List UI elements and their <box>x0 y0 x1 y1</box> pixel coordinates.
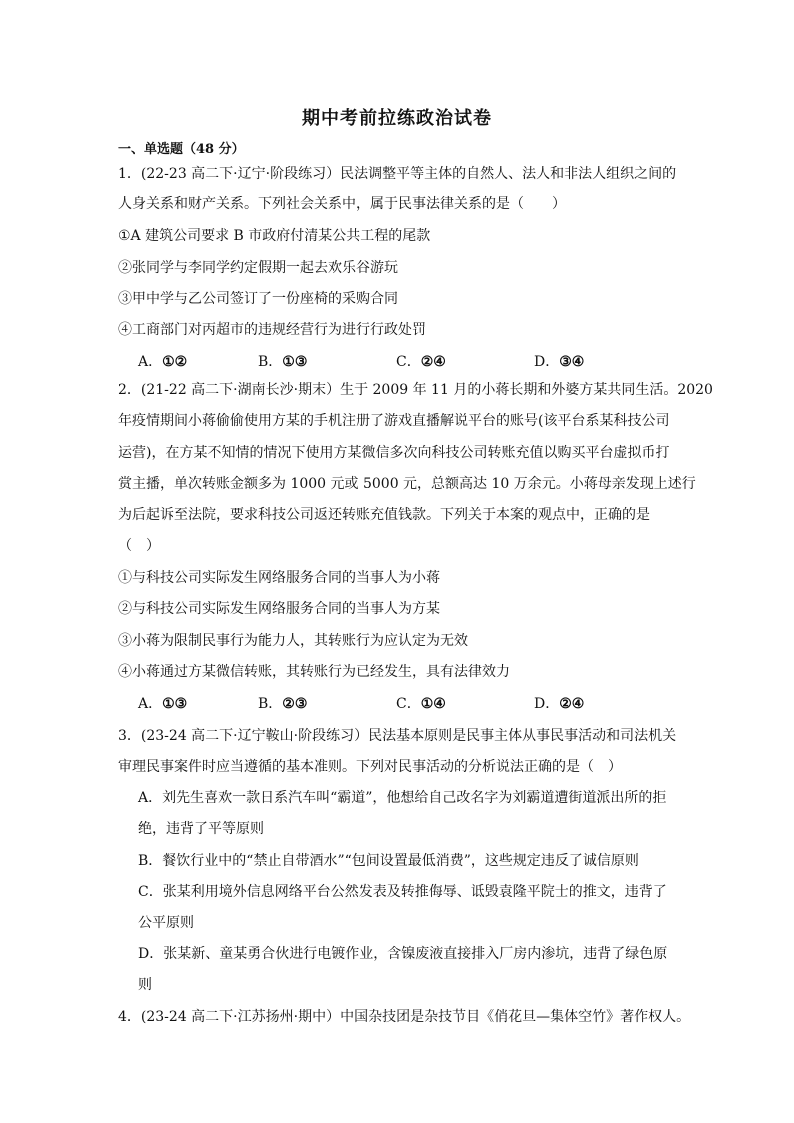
question-2-options <box>138 694 658 714</box>
question-2-line-2: 年疫情期间小蒋偷偷使用方某的手机注册了游戏直播解说平台的账号(该平台系某科技公司 <box>118 413 670 429</box>
section-heading: 一、单选题（48 分） <box>118 142 245 157</box>
question-3-option-d-line-1: D．张某新、童某勇合伙进行电镀作业，含镍废液直接排入厂房内渗坑，违背了绿色原 <box>138 946 668 962</box>
page-title: 期中考前拉练政治试卷 <box>302 108 492 129</box>
question-4-line-1: 4．(23-24 高二下·江苏扬州·期中）中国杂技团是杂技节目《俏花旦—集体空竹》著作权人。 <box>118 1009 691 1025</box>
question-3-option-c-line-2: 公平原则 <box>138 915 194 931</box>
question-2-option-a: A．①③ <box>138 696 188 712</box>
question-3-line-1: 3．(23-24 高二下·辽宁鞍山·阶段练习）民法基本原则是民事主体从事民事活动和司法机关 <box>118 728 677 744</box>
question-2-item-4: ④小蒋通过方某微信转账，其转账行为已经发生，具有法律效力 <box>118 664 510 680</box>
question-2-option-c: C．①④ <box>396 696 446 712</box>
question-3-option-a-line-2: 绝，违背了平等原则 <box>138 821 264 837</box>
question-1-line-2: 人身关系和财产关系。下列社会关系中，属于民事法律关系的是（ ） <box>118 196 566 212</box>
question-3-option-b: B．餐饮行业中的“禁止自带酒水”“包间设置最低消费”，这些规定违反了诚信原则 <box>138 853 639 869</box>
question-2-option-d: D．②④ <box>534 696 585 712</box>
question-2-line-4: 赏主播，单次转账金额多为 1000 元或 5000 元，总额高达 10 万余元。小蒋母亲发现上述行 <box>118 476 696 492</box>
question-3-option-c-line-1: C．张某利用境外信息网络平台公然发表及转推侮辱、诋毁袁隆平院士的推文，违背了 <box>138 884 667 900</box>
question-2-line-6: （ ） <box>118 538 160 554</box>
question-2-line-3: 运营)，在方某不知情的情况下使用方某微信多次向科技公司转账充值以购买平台虚拟币打 <box>118 445 670 461</box>
question-3-line-2: 审理民事案件时应当遵循的基本准则。下列对民事活动的分析说法正确的是（ ） <box>118 759 622 775</box>
question-2-item-3: ③小蒋为限制民事行为能力人，其转账行为应认定为无效 <box>118 633 468 649</box>
question-1-line-1: 1．(22-23 高二下·辽宁·阶段练习）民法调整平等主体的自然人、法人和非法人组织之间的 <box>118 166 677 182</box>
question-1-item-1: ①A 建筑公司要求 B 市政府付清某公共工程的尾款 <box>118 228 431 244</box>
question-2-line-5: 为后起诉至法院，要求科技公司返还转账充值钱款。下列关于本案的观点中，正确的是 <box>118 507 650 523</box>
question-2-line-1: 2．(21-22 高二下·湖南长沙·期末）生于 2009 年 11 月的小蒋长期和外婆方某共同生活。2020 <box>118 382 713 398</box>
question-1-item-3: ③甲中学与乙公司签订了一份座椅的采购合同 <box>118 291 398 307</box>
question-1-option-d: D．③④ <box>534 354 585 370</box>
question-2-option-b: B．②③ <box>258 696 308 712</box>
question-1-options <box>138 352 658 372</box>
question-2-item-2: ②与科技公司实际发生网络服务合同的当事人为方某 <box>118 601 440 617</box>
question-1-option-a: A．①② <box>138 354 188 370</box>
question-3-option-a-line-1: A．刘先生喜欢一款日系汽车叫“霸道”，他想给自己改名字为刘霸道遭街道派出所的拒 <box>138 790 667 806</box>
question-1-item-2: ②张同学与李同学约定假期一起去欢乐谷游玩 <box>118 260 398 276</box>
question-1-item-4: ④工商部门对丙超市的违规经营行为进行行政处罚 <box>118 322 426 338</box>
question-2-item-1: ①与科技公司实际发生网络服务合同的当事人为小蒋 <box>118 570 440 586</box>
question-1-option-c: C．②④ <box>396 354 446 370</box>
question-1-option-b: B．①③ <box>258 354 308 370</box>
question-3-option-d-line-2: 则 <box>138 977 152 993</box>
